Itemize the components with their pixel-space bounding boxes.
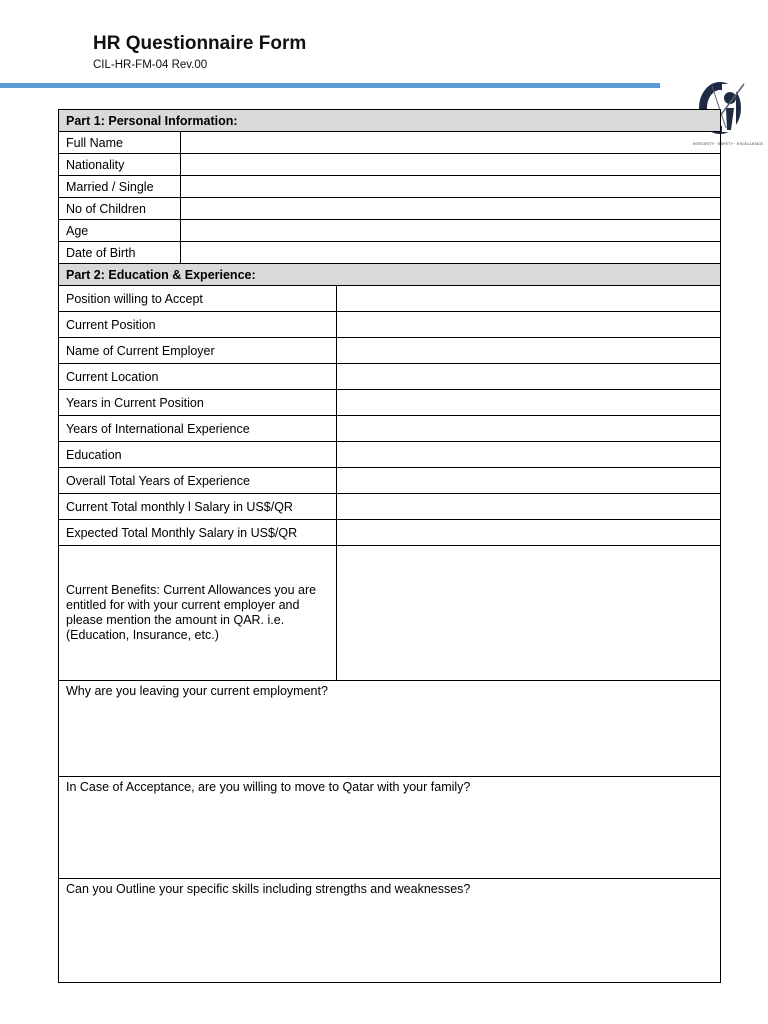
current-location-input[interactable] — [337, 364, 721, 390]
full-name-input[interactable] — [181, 132, 721, 154]
expected-salary-input[interactable] — [337, 520, 721, 546]
question-label: Can you Outline your specific skills including strengths and weaknesses? — [66, 882, 471, 896]
field-label: Date of Birth — [59, 242, 181, 264]
field-label: Current Location — [59, 364, 337, 390]
children-count-input[interactable] — [181, 198, 721, 220]
education-input[interactable] — [337, 442, 721, 468]
field-label: Current Position — [59, 312, 337, 338]
question-label: Why are you leaving your current employment? — [66, 684, 328, 698]
part2-heading: Part 2: Education & Experience: — [59, 264, 721, 286]
current-benefits-input[interactable] — [337, 546, 721, 681]
question-leaving-employment[interactable] — [59, 681, 721, 777]
header-accent-rule — [0, 83, 660, 88]
question-label: In Case of Acceptance, are you willing to move to Qatar with your family? — [66, 780, 471, 794]
marital-status-input[interactable] — [181, 176, 721, 198]
current-position-input[interactable] — [337, 312, 721, 338]
field-label: Current Total monthly l Salary in US$/QR — [59, 494, 337, 520]
question-skills-strengths[interactable] — [59, 879, 721, 983]
form-title: HR Questionnaire Form — [93, 33, 307, 54]
total-experience-input[interactable] — [337, 468, 721, 494]
logo-tagline: INTEGRITY · SAFETY · EXCELLENCE — [692, 141, 764, 146]
nationality-input[interactable] — [181, 154, 721, 176]
field-label: Full Name — [59, 132, 181, 154]
field-label: Position willing to Accept — [59, 286, 337, 312]
field-label: Married / Single — [59, 176, 181, 198]
benefits-label: Current Benefits: Current Allowances you are entitled for with your current employer and please mention the amount in QAR. i.e. (Education, Insurance, etc.) — [59, 546, 337, 681]
field-label: Expected Total Monthly Salary in US$/QR — [59, 520, 337, 546]
part1-heading: Part 1: Personal Information: — [59, 110, 721, 132]
years-current-position-input[interactable] — [337, 390, 721, 416]
field-label: Years in Current Position — [59, 390, 337, 416]
field-label: Years of International Experience — [59, 416, 337, 442]
current-employer-input[interactable] — [337, 338, 721, 364]
field-label: Age — [59, 220, 181, 242]
field-label: Overall Total Years of Experience — [59, 468, 337, 494]
international-experience-input[interactable] — [337, 416, 721, 442]
field-label: Name of Current Employer — [59, 338, 337, 364]
document-number: CIL-HR-FM-04 Rev.00 — [93, 59, 208, 71]
questionnaire-table — [58, 109, 721, 983]
date-of-birth-input[interactable] — [181, 242, 721, 264]
field-label: No of Children — [59, 198, 181, 220]
current-salary-input[interactable] — [337, 494, 721, 520]
field-label: Education — [59, 442, 337, 468]
age-input[interactable] — [181, 220, 721, 242]
position-willing-input[interactable] — [337, 286, 721, 312]
question-move-to-qatar[interactable] — [59, 777, 721, 879]
field-label: Nationality — [59, 154, 181, 176]
